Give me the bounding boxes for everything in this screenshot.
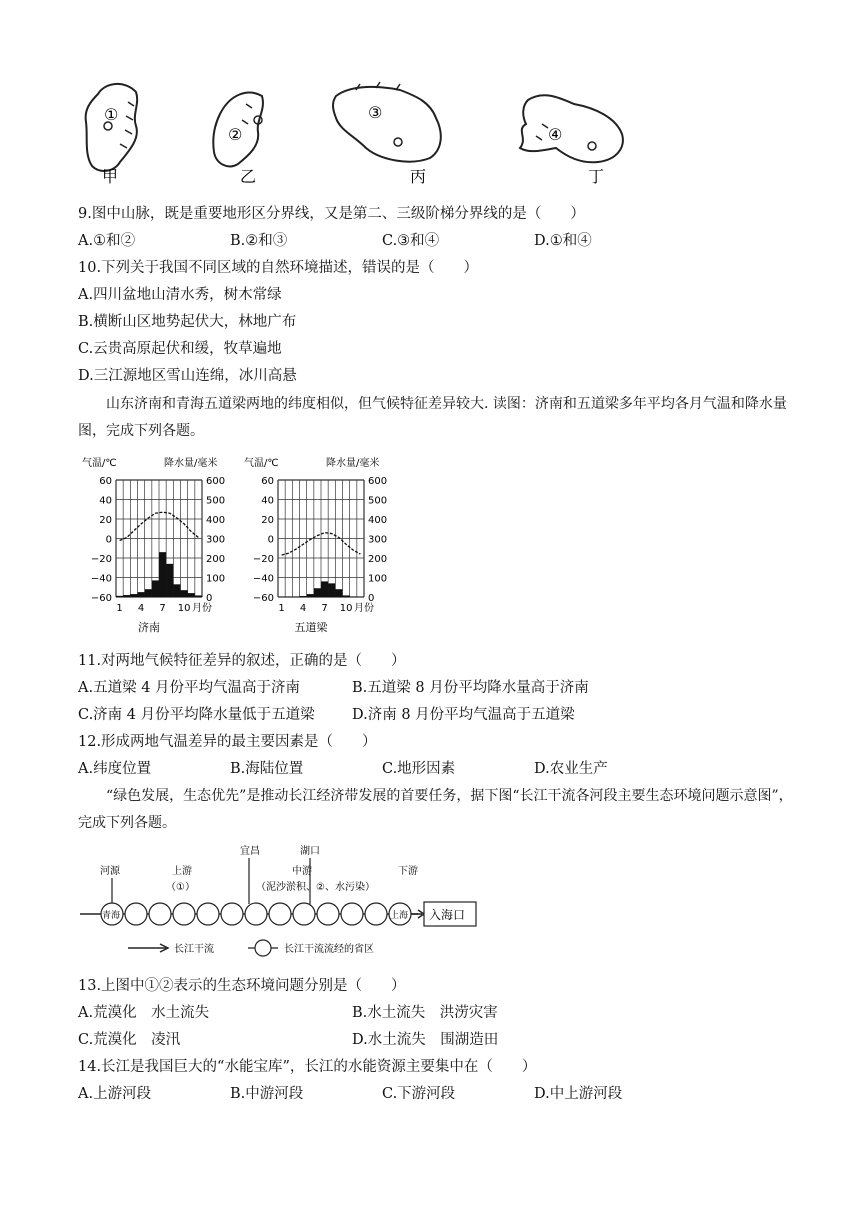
temp-axis-title: 气温/℃	[82, 458, 117, 469]
q10-option-b[interactable]: B.横断山区地势起伏大，林地广布	[78, 314, 297, 330]
map-jia	[86, 84, 138, 186]
precip-tick-label: 600	[206, 476, 226, 487]
temp-tick-label: −40	[252, 573, 274, 585]
temp-tick-label: 40	[261, 495, 274, 507]
precip-bar	[335, 589, 342, 597]
precip-tick-label: 0	[206, 593, 213, 604]
precip-bar	[145, 589, 152, 597]
region-maps	[70, 74, 670, 186]
label-middle-note: （泥沙淤积、②、水污染）	[256, 882, 375, 893]
passage-climate: 山东济南和青海五道梁两地的纬度相似，但气候特征差异较大. 读图：济南和五道梁多年平均各月气温和降水量图，完成下列各题。	[78, 396, 787, 439]
label-start: 青海	[102, 911, 121, 921]
q11-option-a[interactable]: A.五道梁 4 月份平均气温高于济南	[78, 680, 301, 696]
temp-tick-label: −60	[252, 593, 274, 604]
label-mouth: 入海口	[429, 908, 466, 922]
precip-bar	[188, 593, 195, 597]
precip-bar	[173, 584, 180, 597]
map-ding	[520, 95, 623, 186]
precip-tick-label: 400	[368, 515, 388, 526]
temp-tick-label: 20	[99, 515, 112, 526]
map-mark-1: ①	[104, 105, 119, 124]
q12-option-d[interactable]: D.农业生产	[534, 761, 608, 777]
x-tick-label: 4	[299, 603, 307, 614]
q9-stem: 9.图中山脉，既是重要地形区分界线，又是第二、三级阶梯分界线的是（ ）	[78, 206, 585, 222]
precip-bar	[123, 595, 130, 597]
x-tick-label: 10	[177, 603, 191, 614]
precip-bar	[166, 564, 173, 597]
precip-tick-label: 300	[368, 534, 388, 546]
map-mark-4: ④	[548, 125, 563, 144]
label-source: 河源	[100, 866, 120, 877]
q14-option-d[interactable]: D.中上游河段	[534, 1086, 623, 1102]
map-label-yi: 乙	[240, 167, 257, 186]
q10-option-d[interactable]: D.三江源地区雪山连绵，冰川高悬	[78, 368, 297, 384]
legend-province: 长江干流流经的省区	[284, 944, 374, 955]
passage-yangtze: “绿色发展，生态优先”是推动长江经济带发展的首要任务，据下图“长江干流各河段主要生态环境问题示意图”，完成下列各题。	[78, 788, 793, 831]
map-yi	[213, 93, 263, 186]
precip-bar	[159, 552, 166, 597]
label-end: 上海	[390, 911, 409, 921]
precip-tick-label: 200	[368, 554, 388, 565]
precip-bar	[321, 581, 328, 597]
temp-tick-label: 0	[267, 534, 274, 546]
temp-tick-label: 20	[261, 515, 274, 526]
precip-tick-label: 200	[206, 554, 226, 565]
q12-option-a[interactable]: A.纬度位置	[78, 761, 152, 777]
x-tick-label: 1	[278, 603, 285, 614]
map-label-ding: 丁	[588, 167, 605, 186]
q13-option-c[interactable]: C.荒漠化 凌汛	[78, 1032, 181, 1048]
precip-bar	[138, 592, 145, 597]
q9-option-c[interactable]: C.③和④	[382, 233, 440, 249]
precip-bar	[195, 595, 202, 597]
q13-stem: 13.上图中①②表示的生态环境问题分别是（ ）	[78, 978, 406, 994]
precip-bar	[130, 594, 137, 597]
q11-option-b[interactable]: B.五道梁 8 月份平均降水量高于济南	[352, 680, 589, 696]
x-tick-label: 10	[339, 603, 353, 614]
q9-option-a[interactable]: A.①和②	[78, 233, 136, 249]
q14-option-c[interactable]: C.下游河段	[382, 1086, 456, 1102]
temp-tick-label: 0	[105, 534, 112, 546]
label-upper: 上游	[172, 866, 192, 877]
q10-option-a[interactable]: A.四川盆地山清水秀，树木常绿	[78, 287, 282, 303]
temp-tick-label: −40	[90, 573, 112, 585]
precip-axis-title: 降水量/毫米	[326, 458, 380, 469]
q10-option-c[interactable]: C.云贵高原起伏和缓，牧草遍地	[78, 341, 282, 357]
city-label: 济南	[138, 621, 160, 634]
precip-bar	[307, 594, 314, 597]
q12-stem: 12.形成两地气温差异的最主要因素是（ ）	[78, 734, 377, 750]
q9-option-d[interactable]: D.①和④	[534, 233, 592, 249]
precip-bar	[152, 580, 159, 597]
precip-tick-label: 500	[206, 495, 226, 507]
label-lower: 下游	[398, 866, 418, 877]
precip-tick-label: 400	[206, 515, 226, 526]
x-axis-unit-label: 月份	[353, 603, 374, 614]
map-bing	[333, 82, 441, 186]
q13-option-d[interactable]: D.水土流失 围湖造田	[352, 1032, 499, 1048]
map-mark-3: ③	[368, 103, 383, 122]
precip-tick-label: 100	[368, 573, 388, 585]
precip-bar	[181, 590, 188, 597]
q14-option-b[interactable]: B.中游河段	[230, 1086, 304, 1102]
q11-stem: 11.对两地气候特征差异的叙述，正确的是（ ）	[78, 653, 406, 669]
q12-option-c[interactable]: C.地形因素	[382, 761, 456, 777]
temp-tick-label: 60	[261, 476, 274, 487]
precip-tick-label: 300	[206, 534, 226, 546]
legend-river: 长江干流	[174, 944, 214, 955]
q11-option-c[interactable]: C.济南 4 月份平均降水量低于五道梁	[78, 707, 315, 723]
x-tick-label: 4	[137, 603, 145, 614]
label-yichang: 宜昌	[240, 846, 260, 857]
map-label-bing: 丙	[410, 167, 427, 186]
precip-tick-label: 500	[368, 495, 388, 507]
precip-bar	[343, 595, 350, 597]
x-tick-label: 1	[116, 603, 123, 614]
precip-axis-title: 降水量/毫米	[164, 458, 218, 469]
temp-tick-label: 40	[99, 495, 112, 507]
climate-charts	[80, 452, 410, 642]
q10-stem: 10.下列关于我国不同区域的自然环境描述，错误的是（ ）	[78, 260, 479, 276]
q13-option-b[interactable]: B.水土流失 洪涝灾害	[352, 1005, 498, 1021]
q9-option-b[interactable]: B.②和③	[230, 233, 288, 249]
precip-tick-label: 0	[368, 593, 375, 604]
province-circles	[101, 903, 411, 925]
q11-option-d[interactable]: D.济南 8 月份平均气温高于五道梁	[352, 707, 575, 723]
q12-option-b[interactable]: B.海陆位置	[230, 761, 304, 777]
precip-bar	[328, 583, 335, 597]
city-label: 五道梁	[294, 621, 328, 634]
yangtze-diagram	[80, 838, 500, 962]
precip-bar	[116, 596, 123, 597]
temp-tick-label: −20	[90, 554, 112, 565]
x-tick-label: 7	[159, 603, 166, 614]
q14-stem: 14.长江是我国巨大的“水能宝库”，长江的水能资源主要集中在（ ）	[78, 1059, 537, 1075]
x-tick-label: 7	[321, 603, 328, 614]
precip-tick-label: 600	[368, 476, 388, 487]
q13-option-a[interactable]: A.荒漠化 水土流失	[78, 1005, 210, 1021]
q14-option-a[interactable]: A.上游河段	[78, 1086, 152, 1102]
temp-tick-label: 60	[99, 476, 112, 487]
precip-bar	[300, 596, 307, 597]
label-upper-mark: （①）	[166, 882, 195, 893]
label-middle: 中游	[292, 866, 312, 877]
temp-axis-title: 气温/℃	[244, 458, 279, 469]
map-mark-2: ②	[228, 125, 243, 144]
precip-tick-label: 100	[206, 573, 226, 585]
label-hukou: 湖口	[300, 846, 320, 857]
map-label-jia: 甲	[102, 167, 119, 186]
temp-tick-label: −60	[90, 593, 112, 604]
precip-bar	[314, 588, 321, 597]
temp-tick-label: −20	[252, 554, 274, 565]
x-axis-unit-label: 月份	[191, 603, 212, 614]
